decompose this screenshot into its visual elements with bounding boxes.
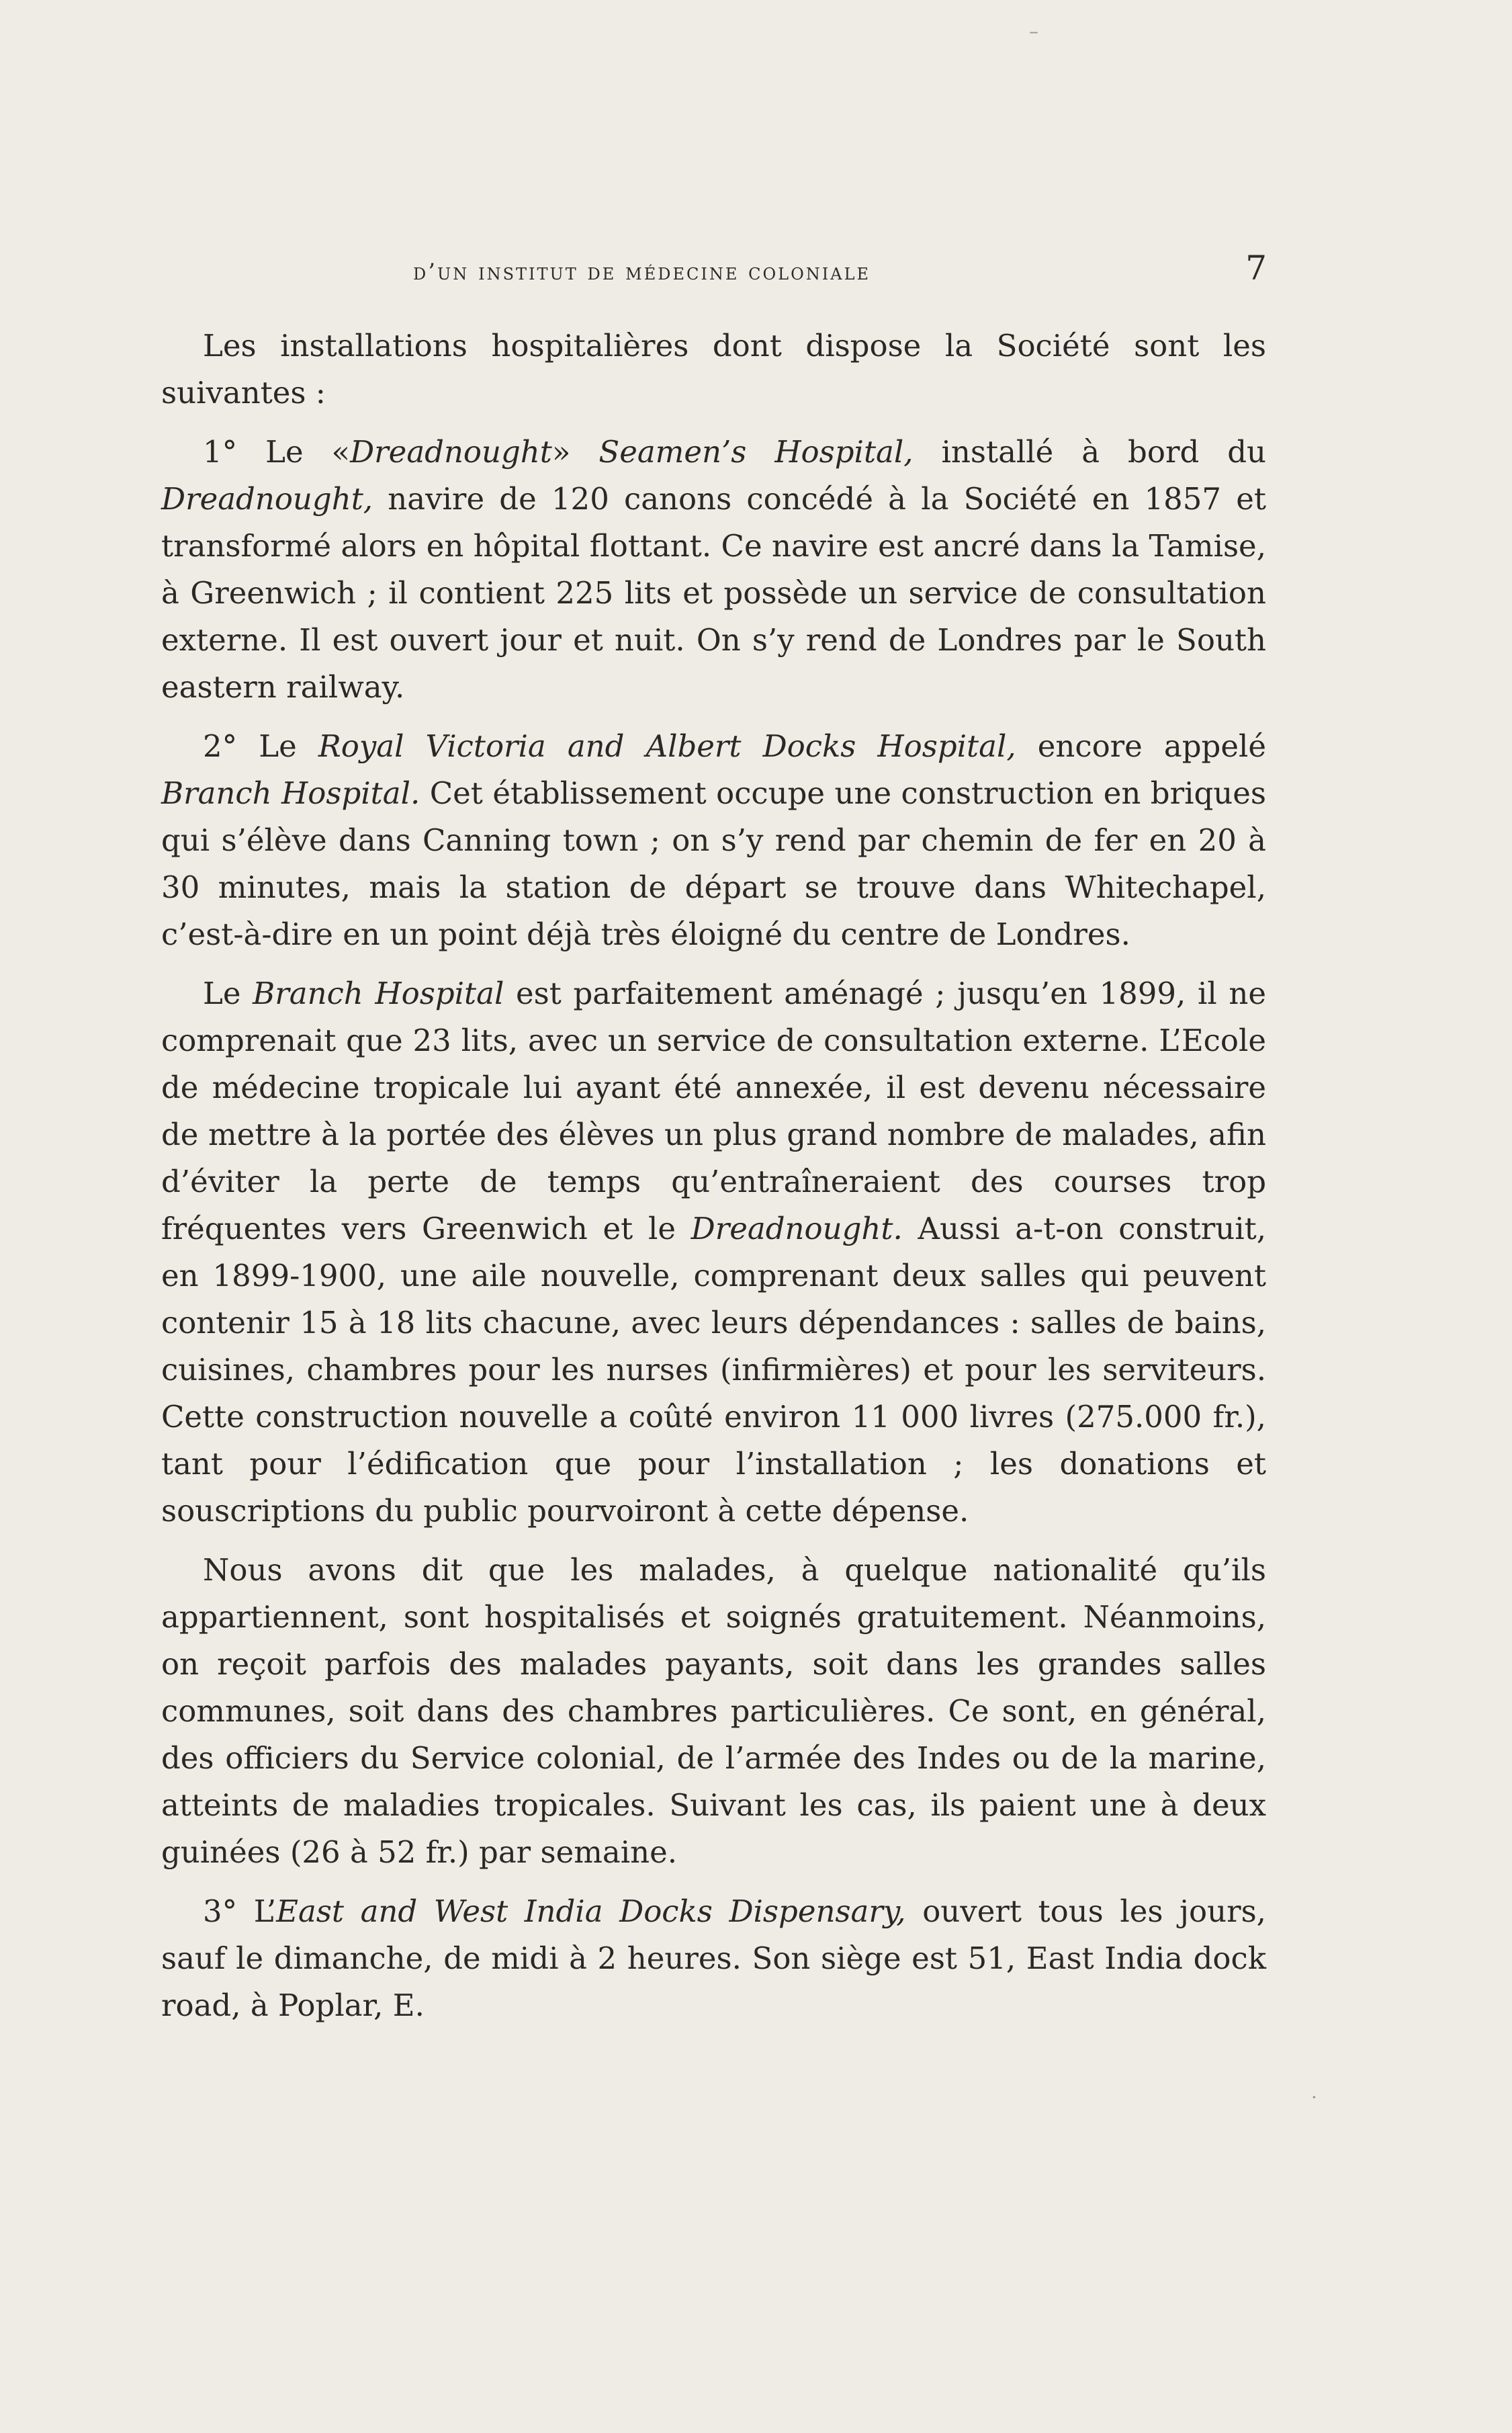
- hospital-name-branch: Branch Hospital: [253, 976, 504, 1011]
- running-title: d’un institut de médecine coloniale: [413, 259, 871, 286]
- quote-close: »: [551, 434, 599, 470]
- stray-mark-dot: ·: [1311, 2086, 1317, 2108]
- paragraph-intro: [161, 323, 1266, 417]
- text-segment: Cet établissement occupe une construction en briques qui s’élève dans Canning town ; on s’y rend par chemin de fer en 20 à 30 minutes, mais la station de départ se trouve dans Whitechapel, c’est-à-dire en un point déjà très éloigné du centre de Londres.: [161, 775, 1266, 952]
- text-segment: encore appelé: [1016, 728, 1266, 764]
- dispensary-name: East and West India Docks Dispensary,: [276, 1893, 906, 1929]
- hospital-name-royal-victoria: Royal Victoria and Albert Docks Hospital,: [318, 728, 1016, 764]
- running-head: [161, 249, 1267, 288]
- paragraph-paying-patients-text: Nous avons dit que les malades, à quelque nationalité qu’ils appartiennent, sont hospitalisés et soignés gratuitement. Néanmoins, on reçoit parfois des malades payants, soit dans les grandes salles communes, soit dans des chambres particulières. Ce sont, en général, des officiers du Service colonial, de l’armée des Indes ou de la marine, atteints de maladies tropicales. Suivant les cas, ils paient une à deux guinées (26 à 52 fr.) par semaine.: [161, 1552, 1266, 1870]
- ship-name-2: Dreadnought,: [161, 481, 373, 517]
- ship-name-3: Dreadnought.: [691, 1211, 903, 1246]
- paragraph-dispensary: [161, 1888, 1266, 2029]
- paragraph-branch-hospital: [161, 970, 1266, 1535]
- ship-name: Dreadnought: [350, 434, 552, 470]
- text-segment: Aussi a-t-on construit, en 1899-1900, une aile nouvelle, comprenant deux salles qui peuvent contenir 15 à 18 lits chacune, avec leurs dépendances : salles de bains, cuisines, chambres pour les nurses (infirmières) et pour les serviteurs. Cette construction nouvelle a coûté environ 11 000 livres (275.000 fr.), tant pour l’édification que pour l’installation ; les donations et souscriptions du public pourvoiront à cette dépense.: [161, 1211, 1267, 1529]
- text-segment: est parfaitement aménagé ; jusqu’en 1899, il ne comprenait que 23 lits, avec un service de consultation externe. L’Ecole de médecine tropicale lui ayant été annexée, il est devenu nécessaire de mettre à la portée des élèves un plus grand nombre de malades, afin d’éviter la perte de temps qu’entraîneraient des courses trop fréquentes vers Greenwich et le: [161, 976, 1266, 1246]
- paragraph-dreadnought: [161, 429, 1266, 711]
- text-segment: navire de 120 canons concédé à la Société en 1857 et transformé alors en hôpital flottant. Ce navire est ancré dans la Tamise, à Greenwich ; il contient 225 lits et possède un service de consultation externe. Il est ouvert jour et nuit. On s’y rend de Londres par le South eastern railway.: [161, 481, 1266, 705]
- text-segment: Le: [203, 976, 253, 1011]
- page-number: 7: [1245, 249, 1267, 288]
- text-segment: installé à bord du: [913, 434, 1267, 470]
- hospital-alias-branch: Branch Hospital.: [161, 775, 420, 811]
- item-number-1: 1° Le «: [203, 434, 351, 470]
- item-number-2: 2° Le: [203, 728, 318, 764]
- text-segment: ouvert tous les jours, sauf le dimanche, de midi à 2 heures. Son siège est 51, East India dock road, à Poplar, E.: [161, 1893, 1266, 2023]
- paragraph-paying-patients: [161, 1547, 1266, 1876]
- hospital-name-seamen: Seamen’s Hospital,: [598, 434, 914, 470]
- body-text: [161, 323, 1266, 2041]
- item-number-3: 3° L’: [203, 1893, 277, 1929]
- paragraph-intro-text: Les installations hospitalières dont dispose la Société sont les suivantes :: [161, 328, 1266, 411]
- paragraph-royal-victoria: [161, 723, 1266, 958]
- stray-mark-dash: –: [1029, 20, 1038, 42]
